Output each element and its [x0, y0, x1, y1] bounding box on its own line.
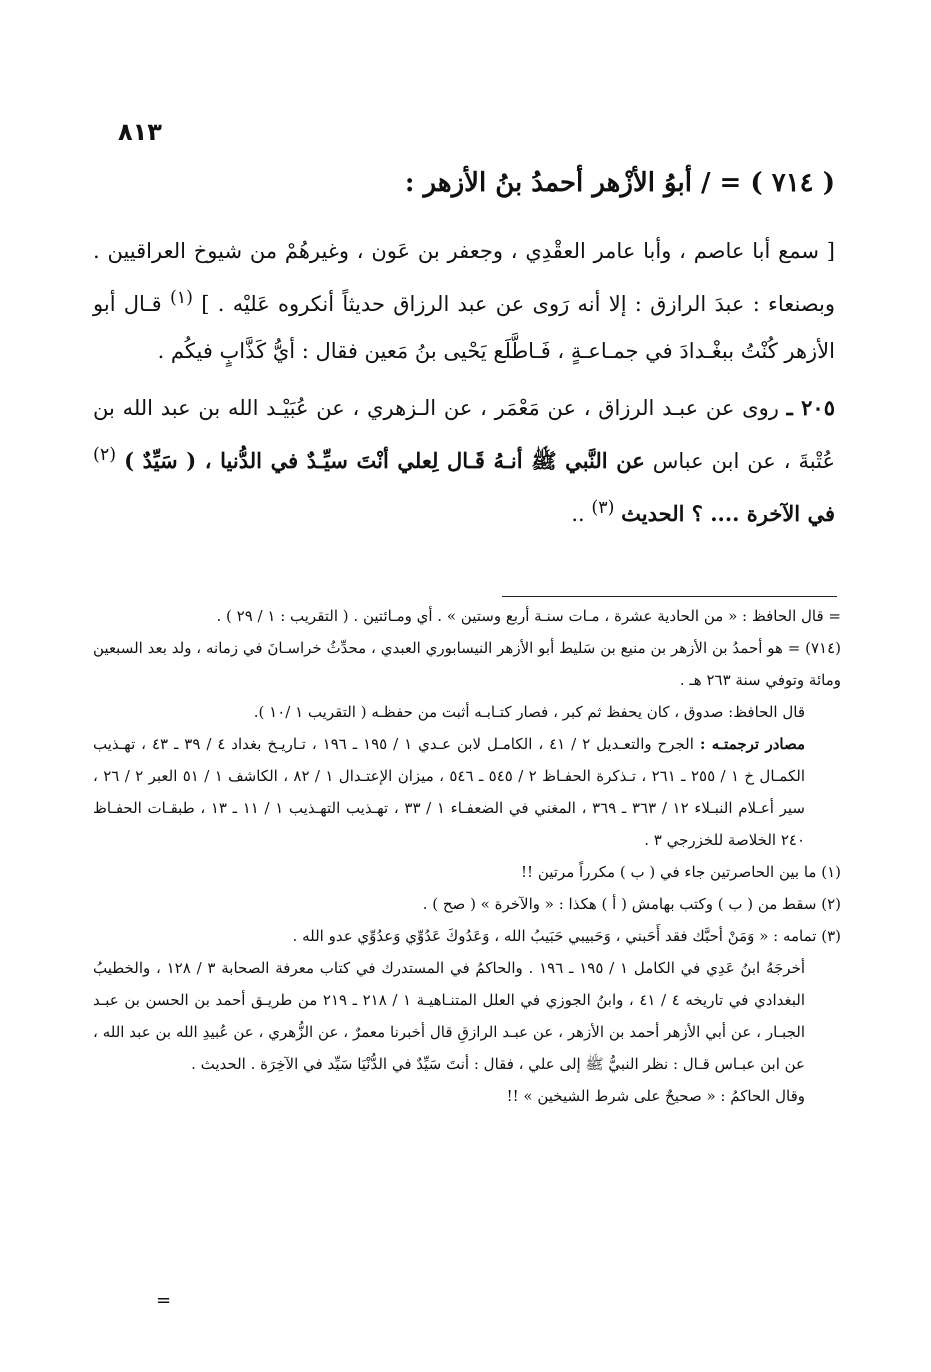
- sources-label: مصادر ترجمتـه :: [699, 735, 806, 753]
- footnote-714-intro: (٧١٤) = هو أحمدُ بن الأزهر بن منيع بن سَليط أبو الأزهر النيسابوري العبدي ، محدِّثُ خراسـانَ في زمانه ، ولد بعد السبعين ومائة وتوفي سنة ٢٦٣ هـ .: [93, 639, 841, 689]
- footnote-ref-1: (١): [169, 288, 193, 308]
- hadith-isnad: روى عن عبـد الرزاق ، عن مَعْمَر ، عن الـزهري ، عن عُبَيْـد الله بن عبد الله بن عُتْبةَ ، عن ابن عباس: [93, 396, 835, 473]
- footnote-ref-3: (٣): [591, 498, 615, 518]
- entry-biography: [93, 228, 835, 375]
- footnote-3-takhrij: أخرجَهُ ابنُ عَدِي في الكامل ١ / ١٩٥ ـ ١٩٦ . والحاكمُ في المستدرك في كتاب معرفة الصحابة ٣ / ١٢٨ ، والخطيبُ البغدادي في تاريخه ٤ / ٤١ ، وابنُ الجوزي في العلل المتنـاهيـة ١ / ٢١٨ ـ ٢١٩ من طريـق أحمد بن الحسن بن عبـد الجبـار ، عن أبي الأزهر أحمد بن الأزهر ، عن عبـد الرازقِ قال أخبرنا معمرٌ ، عن الزُّهري ، عن عُبيدِ الله بن عبد الله ، عن ابن عبـاس قـال : نظر النبيُّ ﷺ إلى علي ، فقال : أنتَ سَيِّدٌ في الدُّنْيَا سَيِّد في الآخِرَة . الحديث .: [93, 959, 806, 1073]
- hadith-paragraph: [93, 384, 835, 538]
- footnote-2: (٢) سقط من ( ب ) وكتب بهامش ( أ ) هكذا : « والآخرة » ( صح ) .: [422, 895, 841, 913]
- footnote-3-hakim: وقال الحاكمُ : « صحيحٌ على شرط الشيخين » !!: [506, 1087, 805, 1105]
- page-number: ٨١٣: [118, 118, 162, 146]
- sources-list: الجرح والتعـديل ٢ / ٤١ ، الكامـل لابن عـدي ١ / ١٩٥ ـ ١٩٦ ، تـاريـخ بغداد ٤ / ٣٩ ـ ٤٣ ، تهـذيب الكمـال خ ١ / ٢٥٥ ـ ٢٦١ ، تـذكرة الحفـاظ ٢ / ٥٤٥ ـ ٥٤٦ ، ميزان الإعتـدال ١ / ٨٢ ، الكاشف ١ / ٥١ العبر ٢ / ٢٦ ، سير أعـلام النبـلاء ١٢ / ٣٦٣ ـ ٣٦٩ ، المغني في الضعفـاء ١ / ٣٣ ، تهـذيب التهـذيب ١ / ١١ ـ ١٣ ، طبقـات الحفـاظ ٢٤٠ الخلاصة للخزرجي ٣ .: [93, 735, 805, 849]
- main-text: [93, 228, 835, 538]
- footnote-714-sources: [93, 728, 841, 856]
- story-text: قـال أبو الأزهر كُنْتُ ببغْـدادَ في جمـاعـةٍ ، فَـاطَّلَع يَحْيى بنُ مَعين فقال : أيُّ كَذَّابٍ فيكُم .: [93, 292, 835, 363]
- footnote-divider: [502, 596, 837, 597]
- footnote-ref-2: (٢): [93, 445, 117, 465]
- footnote-continuation: = قال الحافظ : « من الحادية عشرة ، مـات سنـة أربع وستين » . أي ومـائتين . ( التقريب : ١ / ٢٩ ) .: [216, 607, 841, 625]
- hadith-number: ٢٠٥ ـ: [786, 395, 835, 420]
- footnote-3: (٣) تمامه : « وَمَنْ أحبَّك فقد أَحَبني ، وَحَبيبي حَبَيبُ الله ، وَعَدُوكَ عَدُوِّي وَعدُوِّي عدو الله .: [292, 927, 841, 945]
- hadith-matn-2: في الآخرة .... ؟ الحديث: [621, 501, 835, 526]
- footnotes: [93, 600, 841, 1112]
- entry-heading: ( ٧١٤ ) = / أبوُ الأزْهر أحمدُ بنُ الأزهر :: [404, 168, 835, 198]
- footnote-714-hafiz: قال الحافظ: صدوق ، كان يحفظ ثم كبر ، فصار كتـابـه أثبت من حفظـه ( التقريب ١ /١٠ ).: [253, 703, 805, 721]
- footnote-1: (١) ما بين الحاصرتين جاء في ( ب ) مكرراً مرتين !!: [521, 863, 841, 881]
- continued-mark: =: [156, 1290, 172, 1311]
- hadith-tail: ..: [571, 502, 585, 526]
- bio-text: [ سمع أبا عاصم ، وأبا عامر العقْدِي ، وجعفر بن عَون ، وغيرهُمْ من شيوخ العراقيين . وبصنعاء : عبدَ الرازق : إلا أنه رَوى عن عبد الرزاق حديثاً أنكروه عَليْه . ]: [93, 239, 835, 316]
- hadith-matn: عن النَّبي ﷺ أنـهُ قَـال لِعلي أنْتَ سيِّـدٌ في الدُّنيا ، ( سَيِّدٌ ): [124, 448, 645, 473]
